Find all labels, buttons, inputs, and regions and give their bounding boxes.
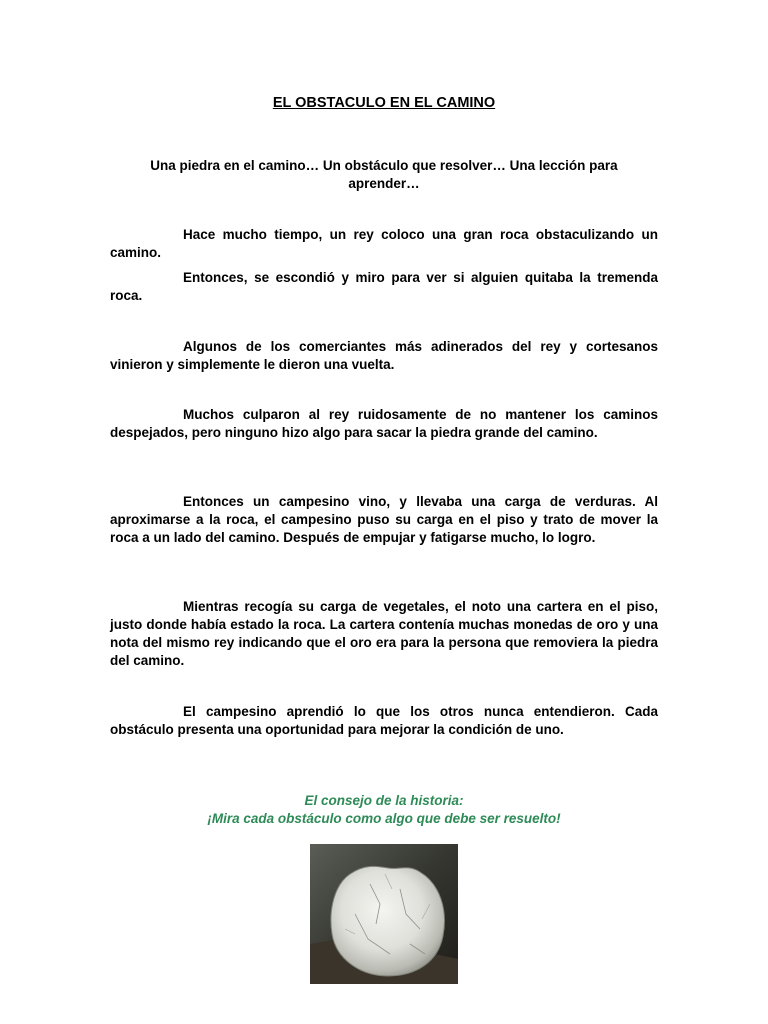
paragraph-3: Algunos de los comerciantes más adinerados del rey y cortesanos vinieron y simplemente le dieron una vuelta. (110, 339, 658, 372)
document-title: EL OBSTACULO EN EL CAMINO (272, 95, 496, 111)
document-subtitle: Una piedra en el camino… Un obstáculo que resolver… Una lección para aprender… (150, 158, 618, 191)
paragraph-6: Mientras recogía su carga de vegetales, el noto una cartera en el piso, justo donde había estado la roca. La cartera contenía muchas monedas de oro y una nota del mismo rey indicando que el oro era para la persona que removiera la piedra del camino. (110, 599, 658, 668)
story-moral (110, 792, 658, 828)
paragraph-1: Hace mucho tiempo, un rey coloco una gran roca obstaculizando un camino. (110, 227, 658, 260)
rock-image (310, 844, 458, 984)
rock-photo (310, 844, 458, 984)
document-page (110, 0, 658, 1024)
paragraph-4: Muchos culparon al rey ruidosamente de no mantener los caminos despejados, pero ninguno hizo algo para sacar la piedra grande del camino. (110, 407, 658, 440)
paragraph-7: El campesino aprendió lo que los otros nunca entendieron. Cada obstáculo presenta una oportunidad para mejorar la condición de uno. (110, 704, 658, 737)
paragraph-5: Entonces un campesino vino, y llevaba una carga de verduras. Al aproximarse a la roca, el campesino puso su carga en el piso y trato de mover la roca a un lado del camino. Después de empujar y fatigarse mucho, lo logro. (110, 494, 658, 545)
paragraph-2: Entonces, se escondió y miro para ver si alguien quitaba la tremenda roca. (110, 270, 658, 303)
moral-text: ¡Mira cada obstáculo como algo que debe ser resuelto! (207, 811, 561, 826)
moral-heading: El consejo de la historia: (304, 793, 464, 808)
